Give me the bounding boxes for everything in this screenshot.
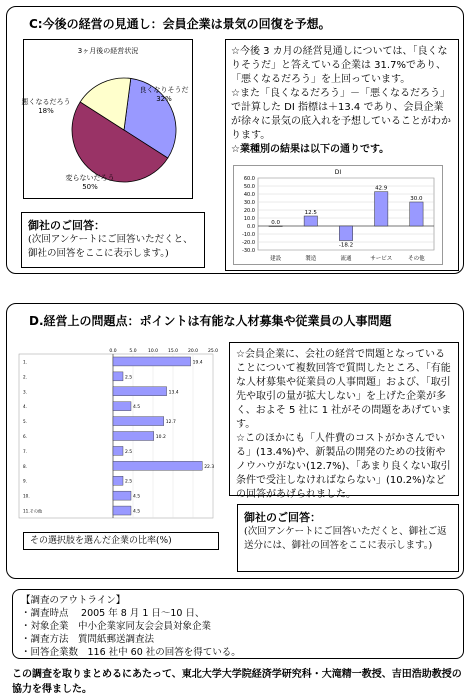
di-bar xyxy=(339,226,352,241)
di-chart-svg xyxy=(234,166,442,264)
pie-slice-value: 32% xyxy=(156,95,172,103)
problems-category-label: 9. xyxy=(23,478,27,484)
di-y-tick: -10.0 xyxy=(242,232,255,238)
chart-caption: その選択肢を選んだ企業の比率(%) xyxy=(30,536,172,546)
section-d-panel xyxy=(6,303,464,579)
pie-slice-label: 変らないだろう xyxy=(65,174,115,182)
outline-row: ・対象企業 中小企業家同友会会員対象企業 xyxy=(21,621,212,632)
pie-slice-label: 良くなりそうだ xyxy=(139,86,189,94)
di-bar-value: 0.0 xyxy=(271,220,280,226)
note-d-2: ☆このほかにも「人件費のコストがかさんでいる」(13.4%)や、新製品の開発のための技術やノウハウがない(12.7%)、「あまり良くない取引条件で受注しなければならない」(10.2%)などの回答があげられました。 xyxy=(236,433,451,500)
industry-heading: ☆業種別の結果は以下の通りです。 xyxy=(231,144,390,155)
pie-slice-value: 18% xyxy=(38,107,54,115)
reply-box-c xyxy=(21,212,205,268)
problems-x-tick: 5.0 xyxy=(129,349,137,354)
survey-outline-panel xyxy=(12,589,464,659)
di-bar-value: 42.9 xyxy=(375,185,388,192)
problems-bar xyxy=(113,491,131,500)
di-category-label: 製造 xyxy=(305,256,317,262)
problems-x-tick: 15.0 xyxy=(167,349,179,354)
problems-category-label: 3. xyxy=(23,389,27,395)
outline-title: 【調査のアウトライン】 xyxy=(21,595,126,606)
di-y-tick: 0.0 xyxy=(247,224,255,230)
problems-bar xyxy=(113,476,123,485)
di-category-label: 建設 xyxy=(270,256,282,262)
pie-chart-title: 3ヶ月後の経営状況 xyxy=(77,47,139,55)
di-y-tick: 40.0 xyxy=(243,192,255,198)
problems-category-label: 11.その他 xyxy=(23,508,43,514)
di-y-tick: 30.0 xyxy=(243,200,255,206)
note-c-2: ☆また「良くなるだろう」－「悪くなるだろう」で計算した DI 指標は＋13.4 であり、会員企業が徐々に景気の底入れを予想していることがわかります。 xyxy=(231,88,451,141)
note-c-1: ☆今後 3 カ月の経営見通しについては、「良くなりそうだ」と答えている企業は 31.7%であり、「悪くなるだろう」を上回っています。 xyxy=(231,46,448,85)
di-bar xyxy=(375,192,388,226)
outlook-pie-chart xyxy=(23,39,193,199)
problems-bar-value: 10.2 xyxy=(155,435,166,440)
problems-bar-value: 2.5 xyxy=(125,449,133,455)
reply-box-d xyxy=(237,504,459,572)
reply-title-d: 御社のご回答： xyxy=(244,511,321,524)
di-y-tick: 50.0 xyxy=(243,184,255,190)
problems-bar-value: 12.7 xyxy=(165,420,176,426)
di-y-tick: 10.0 xyxy=(243,216,255,222)
di-bar xyxy=(410,202,423,226)
section-d-title: D.経営上の問題点：ポイントは有能な人材募集や従業員の人事問題 xyxy=(29,314,392,328)
problems-bar-value: 2.5 xyxy=(125,479,133,485)
di-bar-value: 30.0 xyxy=(410,196,423,202)
problems-bar-value: 2.5 xyxy=(125,375,133,381)
di-category-label: サービス xyxy=(370,256,393,262)
problems-x-tick: 20.0 xyxy=(187,349,199,354)
problems-bar xyxy=(113,446,123,455)
problems-category-label: 8. xyxy=(23,463,27,469)
pie-chart-svg xyxy=(21,40,192,198)
problems-x-tick: 10.0 xyxy=(147,349,159,354)
di-bar-value: 12.5 xyxy=(304,210,317,216)
notes-box-d xyxy=(229,342,459,500)
di-y-tick: 60.0 xyxy=(243,176,255,182)
acknowledgement-footer: この調査を取りまとめるにあたって、東北大学大学院経済学研究科・大滝精一教授、吉田浩助教授の協力を得ました。 xyxy=(12,669,462,695)
problems-bar xyxy=(113,357,191,366)
problems-category-label: 1. xyxy=(23,359,27,365)
pie-slice-label: 悪くなるだろう xyxy=(21,98,71,106)
problems-bar-value: 19.4 xyxy=(192,360,203,366)
section-c-title: C:今後の経営の見通し：会員企業は景気の回復を予想。 xyxy=(29,17,331,31)
chart-caption-box xyxy=(23,532,219,550)
problems-bar-value: 22.3 xyxy=(204,464,215,470)
pie-slice-value: 50% xyxy=(82,183,98,191)
di-category-label: その他 xyxy=(408,256,425,262)
outline-row: ・回答企業数 116 社中 60 社の回答を得ている。 xyxy=(21,647,241,658)
di-chart-title: DI xyxy=(334,169,342,176)
problems-bar-value: 4.5 xyxy=(133,494,141,500)
outline-row: ・調査方法 質問紙郵送調査法 xyxy=(21,634,155,645)
problems-bar-value: 4.5 xyxy=(133,405,141,411)
reply-text-c: (次回アンケートにご回答いただくと、御社の回答をここに表示します。) xyxy=(28,234,193,259)
problems-bar xyxy=(113,417,164,426)
problems-bar-value: 4.5 xyxy=(133,509,141,515)
note-d-1: ☆会員企業に、会社の経営で問題となっていることについて複数回答で質問したところ、「有能な人材募集や従業員の人事問題」および、「取引先や取引の量が拡大しない」を上げた企業が多く、およそ 5 社に 1 社がその問題をあげています。 xyxy=(236,349,452,430)
reply-title-c: 御社のご回答： xyxy=(28,219,105,232)
problems-x-tick: 25.0 xyxy=(207,349,219,354)
di-bar-value: -18.2 xyxy=(338,242,354,249)
problems-x-tick: 0.0 xyxy=(109,349,117,354)
di-y-tick: 20.0 xyxy=(243,208,255,214)
di-bar xyxy=(269,226,282,227)
section-c-panel xyxy=(6,6,464,274)
problems-bar xyxy=(113,387,167,396)
problems-bar xyxy=(113,506,131,515)
di-bar-chart xyxy=(233,165,443,265)
problems-category-label: 4. xyxy=(23,404,27,410)
problems-bar-value: 13.4 xyxy=(168,390,179,396)
problems-category-label: 10. xyxy=(23,493,30,499)
outline-row: ・調査時点 2005 年 8 月 1 日～10 日、 xyxy=(21,608,205,619)
problems-bar-chart xyxy=(17,344,217,522)
problems-bar xyxy=(113,372,123,381)
problems-bar xyxy=(113,402,131,411)
reply-text-d: (次回アンケートにご回答いただくと、御社ご返送分には、御社の回答をここに表示します。) xyxy=(244,526,447,551)
di-y-tick: -30.0 xyxy=(242,248,255,254)
problems-bar xyxy=(113,461,202,470)
problems-category-label: 6. xyxy=(23,434,27,439)
di-bar xyxy=(304,216,317,226)
problems-bar xyxy=(113,432,154,441)
problems-category-label: 7. xyxy=(23,448,27,454)
di-y-tick: -20.0 xyxy=(242,240,255,246)
di-category-label: 流通 xyxy=(340,256,352,262)
problems-category-label: 5. xyxy=(23,419,27,425)
problems-chart-svg xyxy=(17,344,217,522)
problems-category-label: 2. xyxy=(23,374,27,380)
